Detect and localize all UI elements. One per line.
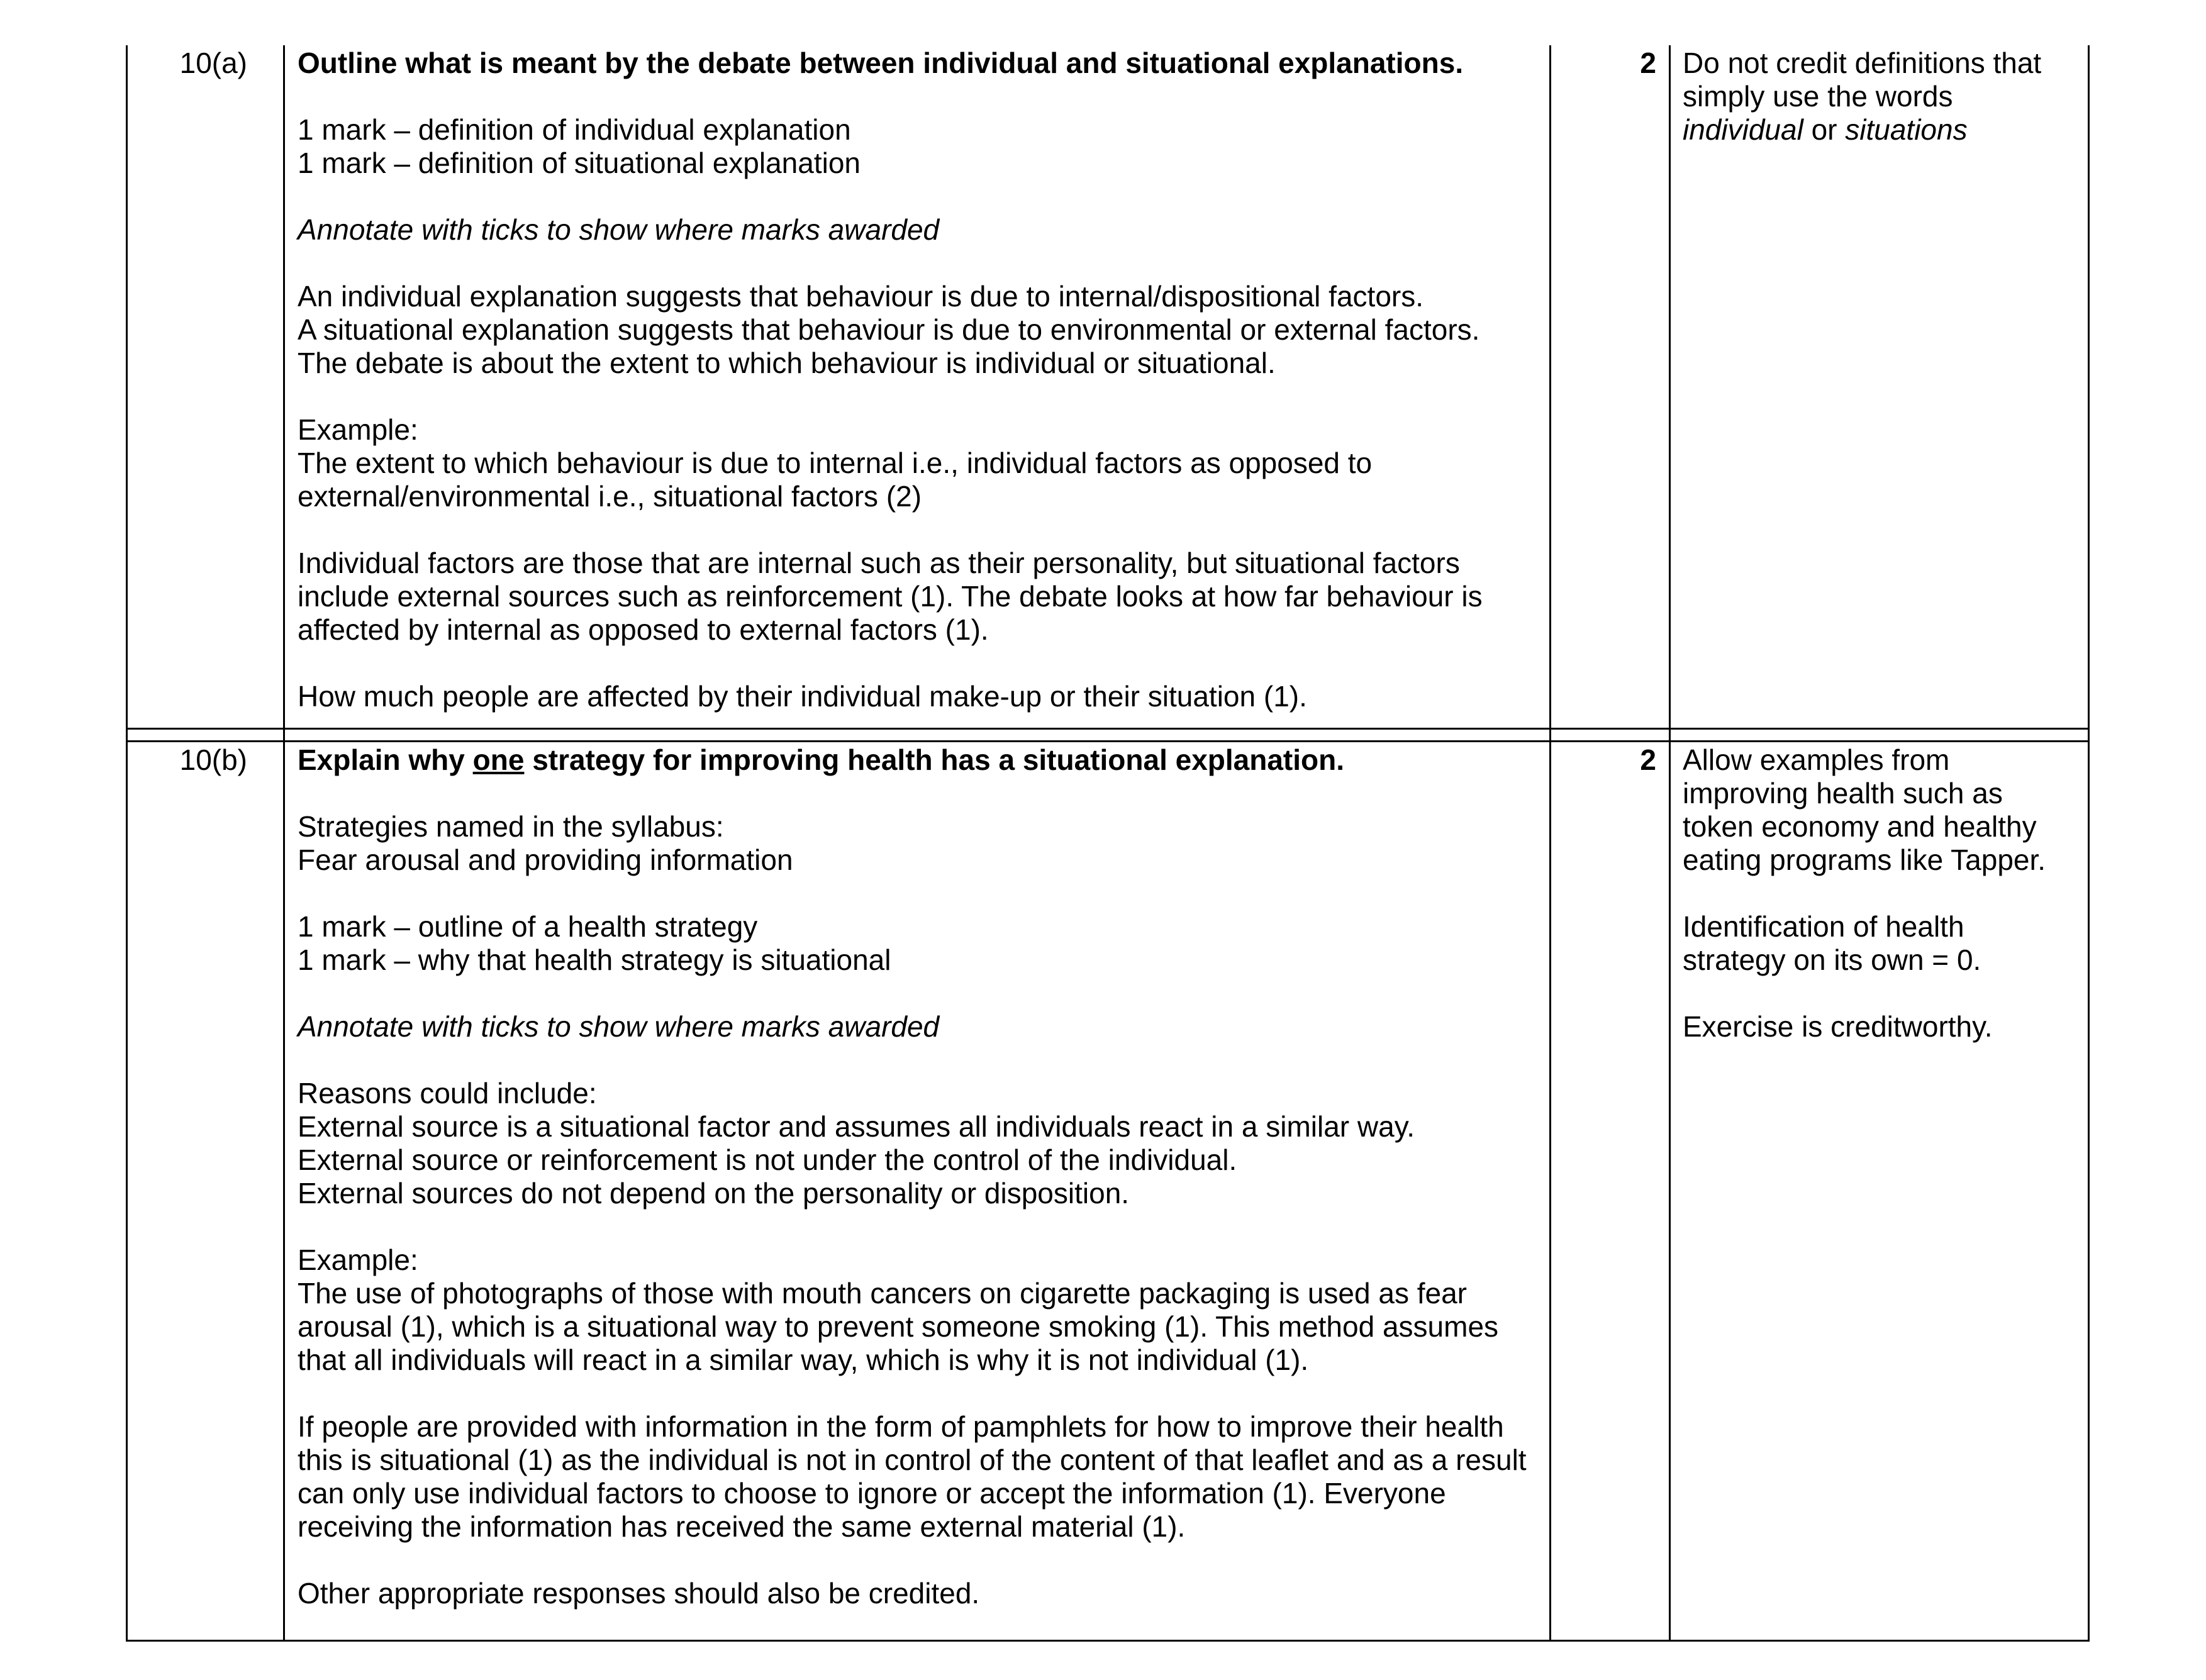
guidance-paragraph: Exercise is creditworthy. — [1683, 1010, 1993, 1043]
column-divider — [283, 730, 285, 740]
answer-cell — [298, 45, 1546, 713]
paragraph-line: affected by internal as opposed to external factors (1). — [298, 613, 989, 646]
paragraph-line: include external sources such as reinforcement (1). The debate looks at how far behaviour is — [298, 580, 1483, 613]
guidance-term: situations — [1845, 113, 1968, 146]
question-heading: Outline what is meant by the debate between individual and situational explanations. — [298, 47, 1464, 79]
example-line: arousal (1), which is a situational way to prevent someone smoking (1). This method assumes — [298, 1310, 1499, 1343]
definitions — [298, 280, 1546, 380]
strategies-line: Strategies named in the syllabus: — [298, 810, 724, 843]
column-divider — [1549, 45, 1551, 728]
column-divider — [1669, 45, 1671, 728]
column-divider — [283, 742, 285, 1640]
example-label: Example: — [298, 1243, 418, 1276]
question-number: 10(b) — [179, 743, 247, 776]
annotate-instruction: Annotate with ticks to show where marks awarded — [298, 213, 940, 246]
reasons-line: External source or reinforcement is not under the control of the individual. — [298, 1143, 1237, 1176]
example-paragraph — [298, 547, 1546, 647]
reasons-line: External sources do not depend on the personality or disposition. — [298, 1177, 1130, 1210]
marks-breakdown-line: 1 mark – definition of individual explanation — [298, 113, 851, 146]
mark-scheme-row-10b — [126, 742, 2090, 1642]
guidance-cell — [1683, 45, 2098, 147]
heading-text: strategy for improving health has a situational explanation. — [524, 743, 1345, 776]
guidance-line: strategy on its own = 0. — [1683, 943, 1981, 976]
reasons-line: Reasons could include: — [298, 1077, 597, 1110]
example-line: that all individuals will react in a similar way, which is why it is not individual (1). — [298, 1343, 1309, 1376]
marks-value: 2 — [1640, 743, 1656, 776]
heading-text: Explain why — [298, 743, 473, 776]
example-line: The use of photographs of those with mouth cancers on cigarette packaging is used as fear — [298, 1277, 1468, 1310]
guidance-paragraph — [1683, 910, 2098, 977]
question-number: 10(a) — [179, 47, 247, 79]
example-line: The extent to which behaviour is due to internal i.e., individual factors as opposed to — [298, 447, 1373, 479]
column-divider — [1549, 742, 1551, 1640]
heading-emphasis: one — [472, 743, 525, 776]
guidance-line: simply use the words — [1683, 80, 1953, 113]
marks-breakdown — [298, 113, 1546, 180]
answer-cell — [298, 742, 1546, 1610]
example-block — [298, 413, 1546, 513]
definition-line: The debate is about the extent to which behaviour is individual or situational. — [298, 347, 1276, 379]
guidance-line: improving health such as — [1683, 777, 2003, 809]
guidance-paragraph — [1683, 743, 2098, 877]
guidance-line: Allow examples from — [1683, 743, 1950, 776]
column-divider — [1549, 730, 1551, 740]
example-label: Example: — [298, 413, 418, 446]
paragraph-line: receiving the information has received the same external material (1). — [298, 1510, 1186, 1543]
example-block — [298, 1243, 1546, 1377]
guidance-line: eating programs like Tapper. — [1683, 843, 2046, 876]
guidance-joiner: or — [1803, 113, 1846, 146]
paragraph-line: this is situational (1) as the individual is not in control of the content of that leaflet and as a result — [298, 1444, 1527, 1476]
guidance-term: individual — [1683, 113, 1803, 146]
reasons-line: External source is a situational factor and assumes all individuals react in a similar way. — [298, 1110, 1415, 1143]
definition-line: A situational explanation suggests that behaviour is due to environmental or external factors. — [298, 313, 1480, 346]
marks-breakdown-line: 1 mark – definition of situational explanation — [298, 147, 861, 179]
marks-breakdown-line: 1 mark – outline of a health strategy — [298, 910, 758, 943]
guidance-line: token economy and healthy — [1683, 810, 2037, 843]
question-heading — [298, 743, 1546, 777]
definition-line: An individual explanation suggests that behaviour is due to internal/dispositional factors. — [298, 280, 1424, 313]
guidance-line: Identification of health — [1683, 910, 1964, 943]
annotate-instruction: Annotate with ticks to show where marks awarded — [298, 1010, 940, 1043]
marks-breakdown-line: 1 mark – why that health strategy is situational — [298, 943, 891, 976]
column-divider — [283, 45, 285, 728]
column-divider — [1669, 730, 1671, 740]
column-divider — [1669, 742, 1671, 1640]
guidance-line: Do not credit definitions that — [1683, 47, 2042, 79]
paragraph-line: can only use individual factors to choose to ignore or accept the information (1). Everyone — [298, 1477, 1446, 1510]
example-line: external/environmental i.e., situational factors (2) — [298, 480, 922, 513]
paragraph-line: If people are provided with information in the form of pamphlets for how to improve their health — [298, 1410, 1504, 1443]
strategies-block — [298, 810, 1546, 877]
example-paragraph: How much people are affected by their individual make-up or their situation (1). — [298, 680, 1307, 713]
closing-note: Other appropriate responses should also be credited. — [298, 1577, 980, 1610]
guidance-line — [1683, 113, 2098, 147]
marks-breakdown — [298, 910, 1546, 977]
marks-value: 2 — [1640, 47, 1656, 79]
example-paragraph — [298, 1410, 1546, 1544]
paragraph-line: Individual factors are those that are internal such as their personality, but situational factors — [298, 547, 1460, 579]
row-separator — [126, 730, 2090, 742]
mark-scheme-row-10a — [126, 45, 2090, 730]
guidance-cell — [1683, 742, 2098, 1043]
strategies-line: Fear arousal and providing information — [298, 843, 793, 876]
reasons-block — [298, 1077, 1546, 1210]
